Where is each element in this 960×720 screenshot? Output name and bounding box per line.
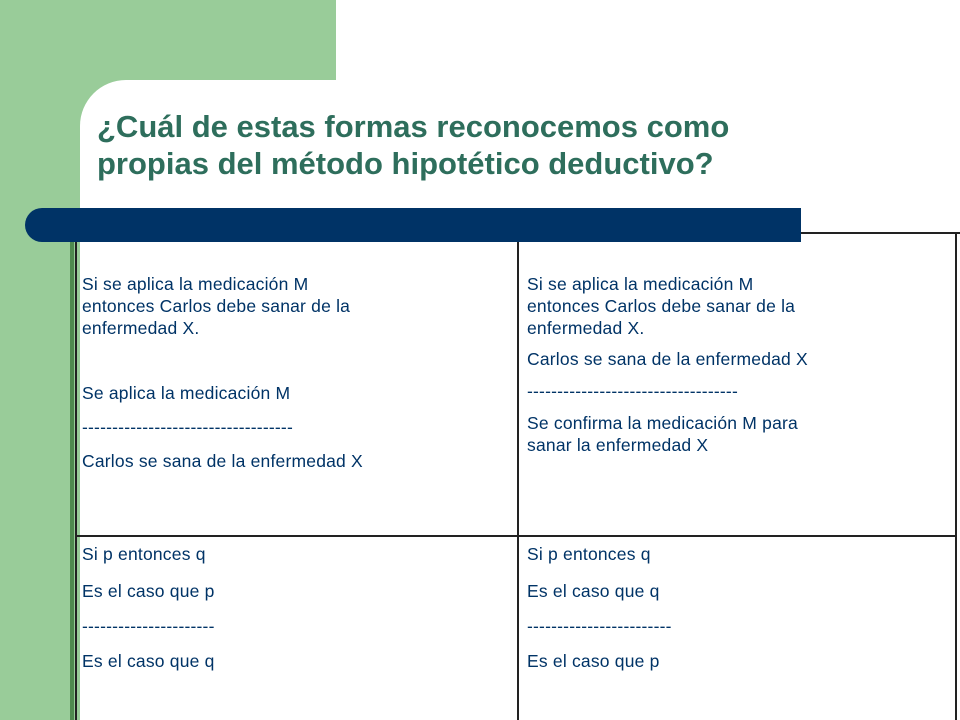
table-cell-top-left <box>82 273 502 472</box>
premise-2: Es el caso que p <box>82 581 215 601</box>
conclusion-line-2: sanar la enfermedad X <box>527 435 709 455</box>
conclusion-line-1: Se confirma la medicación M para <box>527 413 798 433</box>
decorative-title-bar <box>25 208 801 242</box>
premise-1: Si p entonces q <box>82 544 206 564</box>
premise-1-line-1: Si se aplica la medicación M <box>527 274 754 294</box>
separator: ----------------------------------- <box>527 381 738 401</box>
slide-title-line-2: propias del método hipotético deductivo? <box>97 146 714 181</box>
conclusion: Carlos se sana de la enfermedad X <box>82 451 363 471</box>
conclusion: Es el caso que p <box>527 651 660 671</box>
premise-1-line-1: Si se aplica la medicación M <box>82 274 309 294</box>
slide-title <box>97 108 917 182</box>
table-top-border <box>800 232 960 234</box>
premise-1: Si p entonces q <box>527 544 651 564</box>
table-column-divider <box>517 242 519 720</box>
premise-1-line-3: enfermedad X. <box>527 318 645 338</box>
separator: ----------------------------------- <box>82 417 293 437</box>
premise-2: Es el caso que q <box>527 581 660 601</box>
premise-1-line-3: enfermedad X. <box>82 318 200 338</box>
premise-1-line-2: entonces Carlos debe sanar de la <box>527 296 796 316</box>
premise-2: Se aplica la medicación M <box>82 383 291 403</box>
table-right-border <box>955 232 957 720</box>
table-cell-bottom-right <box>527 543 942 672</box>
conclusion: Es el caso que q <box>82 651 215 671</box>
premise-2: Carlos se sana de la enfermedad X <box>527 349 808 369</box>
slide-title-line-1: ¿Cuál de estas formas reconocemos como <box>97 109 730 144</box>
separator: ------------------------ <box>527 616 672 636</box>
table-left-border <box>75 242 77 720</box>
separator: ---------------------- <box>82 616 215 636</box>
table-cell-bottom-left <box>82 543 502 672</box>
table-row-divider <box>75 535 957 537</box>
table-cell-top-right <box>527 273 942 456</box>
premise-1-line-2: entonces Carlos debe sanar de la <box>82 296 351 316</box>
